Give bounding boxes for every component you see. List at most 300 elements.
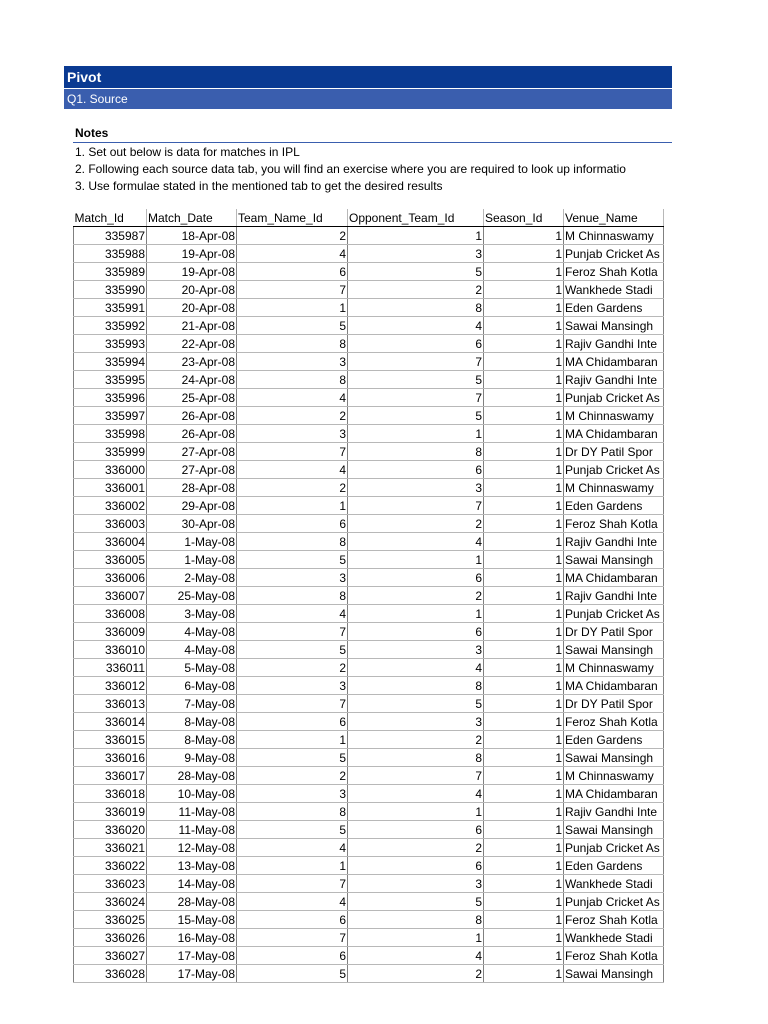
season-id-cell[interactable]: 1	[484, 515, 564, 533]
team-name-id-cell[interactable]: 5	[237, 317, 348, 335]
table-row	[74, 911, 664, 929]
match-id-cell[interactable]: 336018	[74, 785, 147, 803]
opponent-team-id-cell[interactable]: 7	[348, 353, 484, 371]
match-date-cell[interactable]: 21-Apr-08	[147, 317, 237, 335]
opponent-team-id-cell[interactable]: 1	[348, 803, 484, 821]
match-date-cell[interactable]: 12-May-08	[147, 839, 237, 857]
match-id-cell[interactable]: 336028	[74, 965, 147, 983]
opponent-team-id-cell[interactable]: 5	[348, 371, 484, 389]
team-name-id-cell[interactable]: 4	[237, 245, 348, 263]
match-date-cell[interactable]: 11-May-08	[147, 821, 237, 839]
note-line-2: 2. Following each source data tab, you will find an exercise where you are required to look up informatio	[75, 162, 626, 176]
team-name-id-cell[interactable]: 8	[237, 371, 348, 389]
match-date-cell[interactable]: 22-Apr-08	[147, 335, 237, 353]
team-name-id-cell[interactable]: 3	[237, 569, 348, 587]
team-name-id-cell[interactable]: 7	[237, 443, 348, 461]
table-row	[74, 947, 664, 965]
table-row	[74, 605, 664, 623]
table-row	[74, 875, 664, 893]
season-id-cell[interactable]: 1	[484, 839, 564, 857]
team-name-id-cell[interactable]: 4	[237, 389, 348, 407]
opponent-team-id-cell[interactable]: 3	[348, 641, 484, 659]
match-id-cell[interactable]: 335999	[74, 443, 147, 461]
opponent-team-id-cell[interactable]: 8	[348, 911, 484, 929]
table-row	[74, 677, 664, 695]
match-date-cell[interactable]: 4-May-08	[147, 641, 237, 659]
team-name-id-cell[interactable]: 7	[237, 875, 348, 893]
match-date-cell[interactable]: 3-May-08	[147, 605, 237, 623]
table-row	[74, 461, 664, 479]
table-row	[74, 893, 664, 911]
opponent-team-id-cell[interactable]: 1	[348, 425, 484, 443]
opponent-team-id-cell[interactable]: 1	[348, 551, 484, 569]
match-id-cell[interactable]: 336016	[74, 749, 147, 767]
match-date-cell[interactable]: 26-Apr-08	[147, 407, 237, 425]
venue-name-cell[interactable]: Punjab Cricket As	[564, 461, 664, 479]
season-id-cell[interactable]: 1	[484, 659, 564, 677]
match-id-cell[interactable]: 336019	[74, 803, 147, 821]
season-id-cell[interactable]: 1	[484, 479, 564, 497]
venue-name-cell[interactable]: Rajiv Gandhi Inte	[564, 803, 664, 821]
season-id-cell[interactable]: 1	[484, 461, 564, 479]
match-date-cell[interactable]: 16-May-08	[147, 929, 237, 947]
season-id-cell[interactable]: 1	[484, 767, 564, 785]
table-row	[74, 317, 664, 335]
match-date-cell[interactable]: 8-May-08	[147, 731, 237, 749]
match-date-cell[interactable]: 9-May-08	[147, 749, 237, 767]
venue-name-cell[interactable]: Dr DY Patil Spor	[564, 443, 664, 461]
match-id-cell[interactable]: 336004	[74, 533, 147, 551]
team-name-id-cell[interactable]: 3	[237, 677, 348, 695]
match-id-cell[interactable]: 335994	[74, 353, 147, 371]
team-name-id-cell[interactable]: 7	[237, 623, 348, 641]
venue-name-cell[interactable]: Feroz Shah Kotla	[564, 947, 664, 965]
season-id-cell[interactable]: 1	[484, 353, 564, 371]
match-id-cell[interactable]: 336027	[74, 947, 147, 965]
col-header-match-date[interactable]: Match_Date	[147, 209, 237, 227]
season-id-cell[interactable]: 1	[484, 605, 564, 623]
opponent-team-id-cell[interactable]: 3	[348, 875, 484, 893]
opponent-team-id-cell[interactable]: 8	[348, 443, 484, 461]
opponent-team-id-cell[interactable]: 2	[348, 281, 484, 299]
section-subtitle: Q1. Source	[67, 92, 128, 106]
opponent-team-id-cell[interactable]: 7	[348, 767, 484, 785]
match-id-cell[interactable]: 336012	[74, 677, 147, 695]
team-name-id-cell[interactable]: 8	[237, 335, 348, 353]
match-id-cell[interactable]: 335988	[74, 245, 147, 263]
match-date-cell[interactable]: 5-May-08	[147, 659, 237, 677]
match-id-cell[interactable]: 335991	[74, 299, 147, 317]
opponent-team-id-cell[interactable]: 5	[348, 695, 484, 713]
opponent-team-id-cell[interactable]: 4	[348, 947, 484, 965]
venue-name-cell[interactable]: Wankhede Stadi	[564, 929, 664, 947]
season-id-cell[interactable]: 1	[484, 443, 564, 461]
opponent-team-id-cell[interactable]: 6	[348, 821, 484, 839]
match-date-cell[interactable]: 30-Apr-08	[147, 515, 237, 533]
opponent-team-id-cell[interactable]: 6	[348, 461, 484, 479]
venue-name-cell[interactable]: Punjab Cricket As	[564, 605, 664, 623]
opponent-team-id-cell[interactable]: 3	[348, 713, 484, 731]
match-id-cell[interactable]: 335996	[74, 389, 147, 407]
match-date-cell[interactable]: 19-Apr-08	[147, 245, 237, 263]
season-id-cell[interactable]: 1	[484, 695, 564, 713]
match-id-cell[interactable]: 335989	[74, 263, 147, 281]
season-id-cell[interactable]: 1	[484, 245, 564, 263]
venue-name-cell[interactable]: Punjab Cricket As	[564, 893, 664, 911]
opponent-team-id-cell[interactable]: 8	[348, 299, 484, 317]
team-name-id-cell[interactable]: 5	[237, 641, 348, 659]
opponent-team-id-cell[interactable]: 2	[348, 587, 484, 605]
match-date-cell[interactable]: 26-Apr-08	[147, 425, 237, 443]
notes-divider	[73, 142, 672, 143]
match-id-cell[interactable]: 336026	[74, 929, 147, 947]
table-row	[74, 749, 664, 767]
header-row	[74, 209, 664, 227]
table-row	[74, 623, 664, 641]
venue-name-cell[interactable]: Eden Gardens	[564, 731, 664, 749]
table-row	[74, 731, 664, 749]
section-subtitle-bar	[64, 89, 672, 109]
season-id-cell[interactable]: 1	[484, 317, 564, 335]
season-id-cell[interactable]: 1	[484, 263, 564, 281]
table-row	[74, 785, 664, 803]
season-id-cell[interactable]: 1	[484, 587, 564, 605]
match-date-cell[interactable]: 25-Apr-08	[147, 389, 237, 407]
venue-name-cell[interactable]: MA Chidambaran	[564, 425, 664, 443]
venue-name-cell[interactable]: Sawai Mansingh	[564, 749, 664, 767]
match-date-cell[interactable]: 27-Apr-08	[147, 443, 237, 461]
match-date-cell[interactable]: 14-May-08	[147, 875, 237, 893]
opponent-team-id-cell[interactable]: 3	[348, 479, 484, 497]
venue-name-cell[interactable]: Punjab Cricket As	[564, 245, 664, 263]
venue-name-cell[interactable]: Sawai Mansingh	[564, 317, 664, 335]
venue-name-cell[interactable]: Rajiv Gandhi Inte	[564, 533, 664, 551]
opponent-team-id-cell[interactable]: 5	[348, 407, 484, 425]
venue-name-cell[interactable]: Rajiv Gandhi Inte	[564, 587, 664, 605]
match-id-cell[interactable]: 336013	[74, 695, 147, 713]
team-name-id-cell[interactable]: 2	[237, 479, 348, 497]
team-name-id-cell[interactable]: 8	[237, 533, 348, 551]
opponent-team-id-cell[interactable]: 4	[348, 317, 484, 335]
match-id-cell[interactable]: 335990	[74, 281, 147, 299]
match-id-cell[interactable]: 335987	[74, 227, 147, 245]
venue-name-cell[interactable]: Eden Gardens	[564, 299, 664, 317]
team-name-id-cell[interactable]: 7	[237, 695, 348, 713]
match-id-cell[interactable]: 336000	[74, 461, 147, 479]
opponent-team-id-cell[interactable]: 7	[348, 389, 484, 407]
match-date-cell[interactable]: 25-May-08	[147, 587, 237, 605]
season-id-cell[interactable]: 1	[484, 281, 564, 299]
season-id-cell[interactable]: 1	[484, 677, 564, 695]
match-id-cell[interactable]: 335993	[74, 335, 147, 353]
team-name-id-cell[interactable]: 8	[237, 803, 348, 821]
table-row	[74, 821, 664, 839]
match-date-cell[interactable]: 4-May-08	[147, 623, 237, 641]
venue-name-cell[interactable]: MA Chidambaran	[564, 569, 664, 587]
season-id-cell[interactable]: 1	[484, 893, 564, 911]
venue-name-cell[interactable]: Eden Gardens	[564, 857, 664, 875]
team-name-id-cell[interactable]: 3	[237, 425, 348, 443]
season-id-cell[interactable]: 1	[484, 425, 564, 443]
venue-name-cell[interactable]: M Chinnaswamy	[564, 659, 664, 677]
venue-name-cell[interactable]: Punjab Cricket As	[564, 839, 664, 857]
table-row	[74, 569, 664, 587]
col-header-match-id[interactable]: Match_Id	[74, 209, 147, 227]
table-row	[74, 389, 664, 407]
venue-name-cell[interactable]: M Chinnaswamy	[564, 407, 664, 425]
match-id-cell[interactable]: 336023	[74, 875, 147, 893]
team-name-id-cell[interactable]: 3	[237, 785, 348, 803]
team-name-id-cell[interactable]: 5	[237, 749, 348, 767]
season-id-cell[interactable]: 1	[484, 749, 564, 767]
venue-name-cell[interactable]: M Chinnaswamy	[564, 767, 664, 785]
team-name-id-cell[interactable]: 7	[237, 929, 348, 947]
venue-name-cell[interactable]: Sawai Mansingh	[564, 551, 664, 569]
season-id-cell[interactable]: 1	[484, 497, 564, 515]
match-date-cell[interactable]: 20-Apr-08	[147, 281, 237, 299]
match-date-cell[interactable]: 10-May-08	[147, 785, 237, 803]
team-name-id-cell[interactable]: 4	[237, 839, 348, 857]
season-id-cell[interactable]: 1	[484, 641, 564, 659]
match-date-cell[interactable]: 11-May-08	[147, 803, 237, 821]
table-row	[74, 353, 664, 371]
table-row	[74, 263, 664, 281]
match-id-cell[interactable]: 336015	[74, 731, 147, 749]
team-name-id-cell[interactable]: 6	[237, 263, 348, 281]
table-row	[74, 803, 664, 821]
table-row	[74, 641, 664, 659]
opponent-team-id-cell[interactable]: 2	[348, 839, 484, 857]
match-date-cell[interactable]: 17-May-08	[147, 965, 237, 983]
match-id-cell[interactable]: 336014	[74, 713, 147, 731]
match-id-cell[interactable]: 336010	[74, 641, 147, 659]
season-id-cell[interactable]: 1	[484, 965, 564, 983]
venue-name-cell[interactable]: MA Chidambaran	[564, 677, 664, 695]
match-date-cell[interactable]: 19-Apr-08	[147, 263, 237, 281]
match-id-cell[interactable]: 335995	[74, 371, 147, 389]
match-date-cell[interactable]: 13-May-08	[147, 857, 237, 875]
venue-name-cell[interactable]: Wankhede Stadi	[564, 281, 664, 299]
table-row	[74, 857, 664, 875]
match-id-cell[interactable]: 336007	[74, 587, 147, 605]
team-name-id-cell[interactable]: 1	[237, 731, 348, 749]
match-id-cell[interactable]: 336008	[74, 605, 147, 623]
venue-name-cell[interactable]: MA Chidambaran	[564, 785, 664, 803]
match-date-cell[interactable]: 29-Apr-08	[147, 497, 237, 515]
venue-name-cell[interactable]: M Chinnaswamy	[564, 227, 664, 245]
col-header-opponent-team-id[interactable]: Opponent_Team_Id	[348, 209, 484, 227]
team-name-id-cell[interactable]: 8	[237, 587, 348, 605]
table-row	[74, 245, 664, 263]
team-name-id-cell[interactable]: 7	[237, 281, 348, 299]
team-name-id-cell[interactable]: 6	[237, 911, 348, 929]
season-id-cell[interactable]: 1	[484, 533, 564, 551]
table-row	[74, 299, 664, 317]
table-row	[74, 713, 664, 731]
opponent-team-id-cell[interactable]: 4	[348, 785, 484, 803]
venue-name-cell[interactable]: Feroz Shah Kotla	[564, 263, 664, 281]
opponent-team-id-cell[interactable]: 3	[348, 245, 484, 263]
team-name-id-cell[interactable]: 2	[237, 659, 348, 677]
match-id-cell[interactable]: 336009	[74, 623, 147, 641]
match-id-cell[interactable]: 336020	[74, 821, 147, 839]
season-id-cell[interactable]: 1	[484, 371, 564, 389]
match-date-cell[interactable]: 7-May-08	[147, 695, 237, 713]
venue-name-cell[interactable]: M Chinnaswamy	[564, 479, 664, 497]
match-id-cell[interactable]: 336021	[74, 839, 147, 857]
season-id-cell[interactable]: 1	[484, 857, 564, 875]
table-row	[74, 497, 664, 515]
table-row	[74, 281, 664, 299]
team-name-id-cell[interactable]: 5	[237, 821, 348, 839]
match-date-cell[interactable]: 1-May-08	[147, 533, 237, 551]
opponent-team-id-cell[interactable]: 1	[348, 227, 484, 245]
match-id-cell[interactable]: 336001	[74, 479, 147, 497]
table-row	[74, 659, 664, 677]
match-id-cell[interactable]: 336022	[74, 857, 147, 875]
season-id-cell[interactable]: 1	[484, 875, 564, 893]
match-date-cell[interactable]: 18-Apr-08	[147, 227, 237, 245]
team-name-id-cell[interactable]: 4	[237, 893, 348, 911]
notes-list	[75, 144, 672, 195]
season-id-cell[interactable]: 1	[484, 785, 564, 803]
venue-name-cell[interactable]: Rajiv Gandhi Inte	[564, 335, 664, 353]
season-id-cell[interactable]: 1	[484, 299, 564, 317]
match-id-cell[interactable]: 335992	[74, 317, 147, 335]
opponent-team-id-cell[interactable]: 6	[348, 335, 484, 353]
venue-name-cell[interactable]: Rajiv Gandhi Inte	[564, 371, 664, 389]
team-name-id-cell[interactable]: 4	[237, 605, 348, 623]
match-date-cell[interactable]: 20-Apr-08	[147, 299, 237, 317]
venue-name-cell[interactable]: MA Chidambaran	[564, 353, 664, 371]
match-id-cell[interactable]: 335997	[74, 407, 147, 425]
match-id-cell[interactable]: 335998	[74, 425, 147, 443]
season-id-cell[interactable]: 1	[484, 911, 564, 929]
match-date-cell[interactable]: 27-Apr-08	[147, 461, 237, 479]
team-name-id-cell[interactable]: 3	[237, 353, 348, 371]
team-name-id-cell[interactable]: 4	[237, 461, 348, 479]
venue-name-cell[interactable]: Wankhede Stadi	[564, 875, 664, 893]
venue-name-cell[interactable]: Eden Gardens	[564, 497, 664, 515]
team-name-id-cell[interactable]: 5	[237, 551, 348, 569]
season-id-cell[interactable]: 1	[484, 803, 564, 821]
match-data-grid	[73, 209, 673, 983]
table-row	[74, 533, 664, 551]
opponent-team-id-cell[interactable]: 2	[348, 965, 484, 983]
opponent-team-id-cell[interactable]: 2	[348, 731, 484, 749]
opponent-team-id-cell[interactable]: 8	[348, 749, 484, 767]
table-row	[74, 695, 664, 713]
team-name-id-cell[interactable]: 2	[237, 407, 348, 425]
match-date-cell[interactable]: 28-Apr-08	[147, 479, 237, 497]
match-id-cell[interactable]: 336025	[74, 911, 147, 929]
season-id-cell[interactable]: 1	[484, 713, 564, 731]
match-id-cell[interactable]: 336003	[74, 515, 147, 533]
venue-name-cell[interactable]: Feroz Shah Kotla	[564, 911, 664, 929]
venue-name-cell[interactable]: Sawai Mansingh	[564, 965, 664, 983]
season-id-cell[interactable]: 1	[484, 569, 564, 587]
season-id-cell[interactable]: 1	[484, 947, 564, 965]
team-name-id-cell[interactable]: 5	[237, 965, 348, 983]
team-name-id-cell[interactable]: 6	[237, 515, 348, 533]
match-date-cell[interactable]: 1-May-08	[147, 551, 237, 569]
opponent-team-id-cell[interactable]: 6	[348, 857, 484, 875]
team-name-id-cell[interactable]: 6	[237, 947, 348, 965]
match-date-cell[interactable]: 17-May-08	[147, 947, 237, 965]
opponent-team-id-cell[interactable]: 4	[348, 659, 484, 677]
opponent-team-id-cell[interactable]: 7	[348, 497, 484, 515]
team-name-id-cell[interactable]: 1	[237, 299, 348, 317]
opponent-team-id-cell[interactable]: 8	[348, 677, 484, 695]
season-id-cell[interactable]: 1	[484, 551, 564, 569]
match-id-cell[interactable]: 336005	[74, 551, 147, 569]
match-date-cell[interactable]: 15-May-08	[147, 911, 237, 929]
match-id-cell[interactable]: 336017	[74, 767, 147, 785]
team-name-id-cell[interactable]: 2	[237, 767, 348, 785]
venue-name-cell[interactable]: Dr DY Patil Spor	[564, 623, 664, 641]
match-date-cell[interactable]: 28-May-08	[147, 893, 237, 911]
opponent-team-id-cell[interactable]: 6	[348, 569, 484, 587]
match-date-cell[interactable]: 6-May-08	[147, 677, 237, 695]
match-date-cell[interactable]: 23-Apr-08	[147, 353, 237, 371]
team-name-id-cell[interactable]: 6	[237, 713, 348, 731]
match-id-cell[interactable]: 336002	[74, 497, 147, 515]
opponent-team-id-cell[interactable]: 4	[348, 533, 484, 551]
col-header-season-id[interactable]: Season_Id	[484, 209, 564, 227]
opponent-team-id-cell[interactable]: 1	[348, 605, 484, 623]
opponent-team-id-cell[interactable]: 5	[348, 263, 484, 281]
col-header-venue-name[interactable]: Venue_Name	[564, 209, 664, 227]
season-id-cell[interactable]: 1	[484, 929, 564, 947]
season-id-cell[interactable]: 1	[484, 389, 564, 407]
col-header-team-name-id[interactable]: Team_Name_Id	[237, 209, 348, 227]
season-id-cell[interactable]: 1	[484, 623, 564, 641]
team-name-id-cell[interactable]: 1	[237, 857, 348, 875]
table-row	[74, 479, 664, 497]
match-id-cell[interactable]: 336024	[74, 893, 147, 911]
opponent-team-id-cell[interactable]: 5	[348, 893, 484, 911]
venue-name-cell[interactable]: Feroz Shah Kotla	[564, 515, 664, 533]
venue-name-cell[interactable]: Feroz Shah Kotla	[564, 713, 664, 731]
match-id-cell[interactable]: 336011	[74, 659, 147, 677]
team-name-id-cell[interactable]: 1	[237, 497, 348, 515]
venue-name-cell[interactable]: Dr DY Patil Spor	[564, 695, 664, 713]
note-line-3: 3. Use formulae stated in the mentioned tab to get the desired results	[75, 179, 443, 193]
table-row	[74, 425, 664, 443]
match-date-cell[interactable]: 28-May-08	[147, 767, 237, 785]
venue-name-cell[interactable]: Sawai Mansingh	[564, 641, 664, 659]
season-id-cell[interactable]: 1	[484, 407, 564, 425]
opponent-team-id-cell[interactable]: 6	[348, 623, 484, 641]
venue-name-cell[interactable]: Punjab Cricket As	[564, 389, 664, 407]
match-date-cell[interactable]: 24-Apr-08	[147, 371, 237, 389]
season-id-cell[interactable]: 1	[484, 335, 564, 353]
table-row	[74, 965, 664, 983]
season-id-cell[interactable]: 1	[484, 821, 564, 839]
table-row	[74, 335, 664, 353]
match-date-cell[interactable]: 8-May-08	[147, 713, 237, 731]
opponent-team-id-cell[interactable]: 1	[348, 929, 484, 947]
opponent-team-id-cell[interactable]: 2	[348, 515, 484, 533]
notes-heading: Notes	[75, 126, 109, 140]
season-id-cell[interactable]: 1	[484, 731, 564, 749]
table-row	[74, 767, 664, 785]
season-id-cell[interactable]: 1	[484, 227, 564, 245]
team-name-id-cell[interactable]: 2	[237, 227, 348, 245]
match-id-cell[interactable]: 336006	[74, 569, 147, 587]
match-date-cell[interactable]: 2-May-08	[147, 569, 237, 587]
venue-name-cell[interactable]: Sawai Mansingh	[564, 821, 664, 839]
